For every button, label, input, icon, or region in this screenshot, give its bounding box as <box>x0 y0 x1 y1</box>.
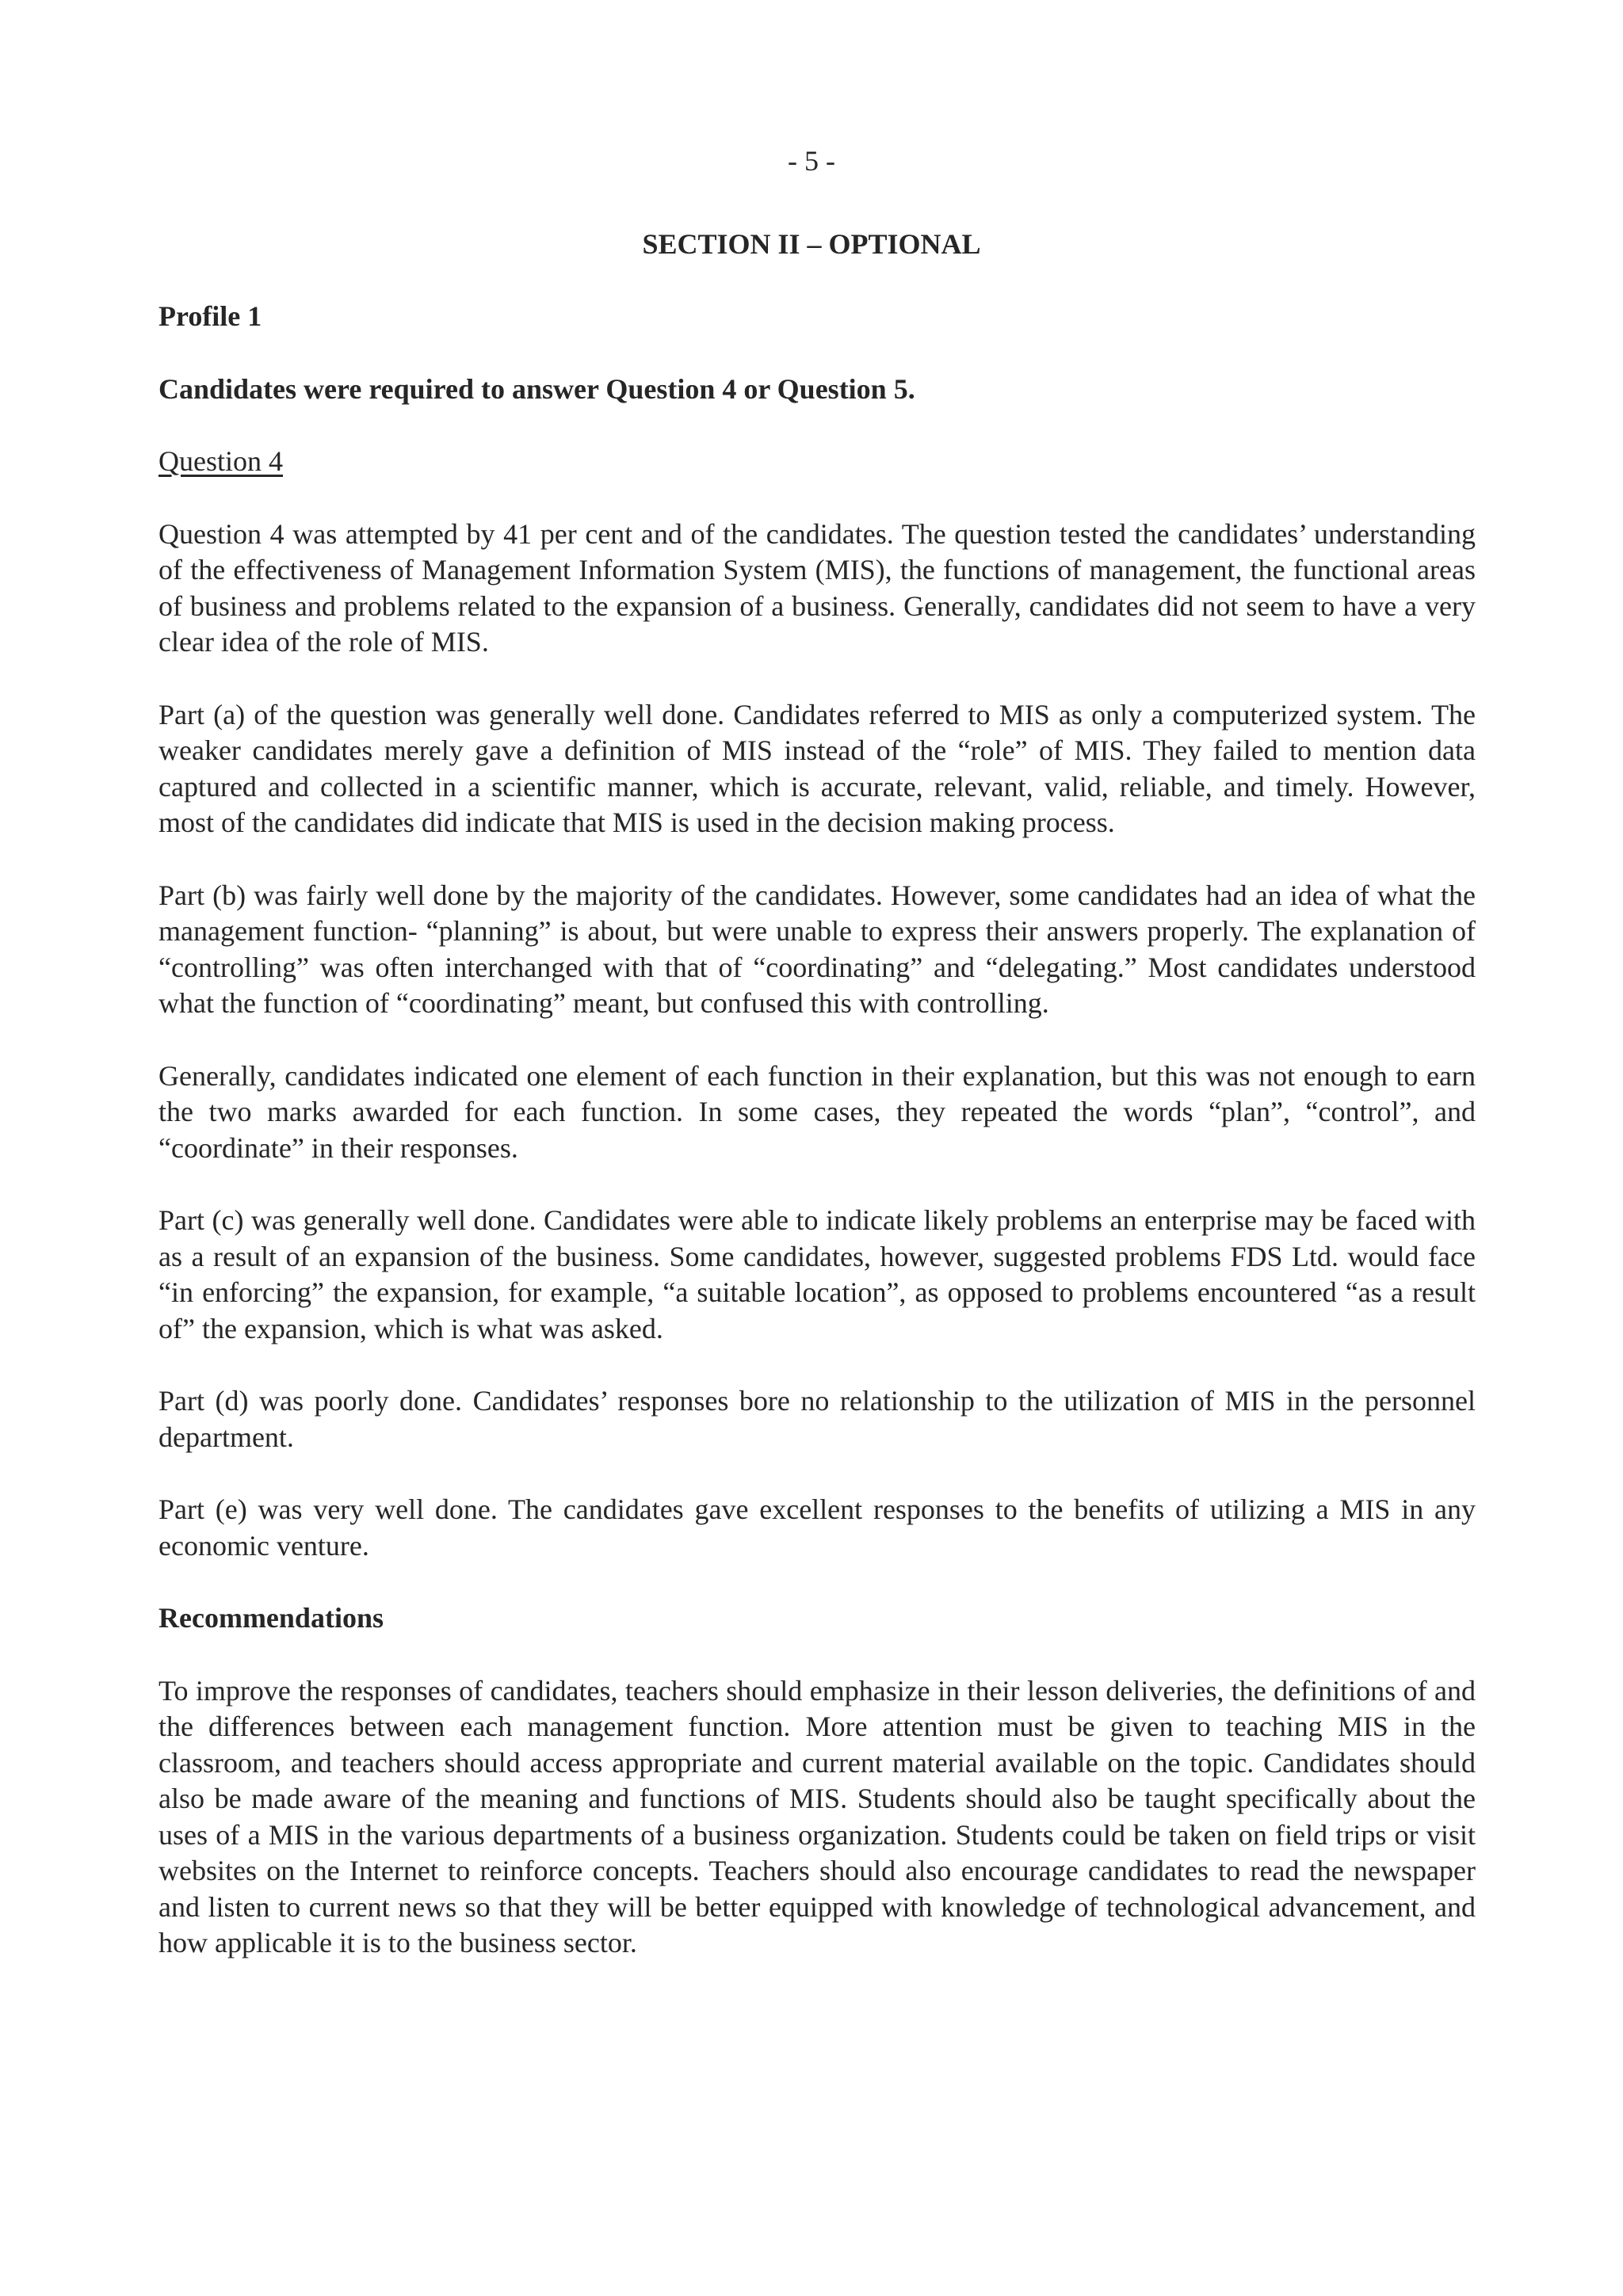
paragraph-intro: Question 4 was attempted by 41 per cent and of the candidates. The question tested the candidates’ understanding of the effectiveness of Management Information System (MIS), the functions of management, the functional areas of business and problems related to the expansion of a business. Generally, candidates did not seem to have a very clear idea of the role of MIS. <box>158 517 1476 658</box>
section-title: SECTION II – OPTIONAL <box>642 228 981 260</box>
recommendations-heading: Recommendations <box>158 1602 384 1634</box>
question-heading-text: Question 4 <box>158 445 283 477</box>
paragraph-part-e: Part (e) was very well done. The candidates gave excellent responses to the benefits of utilizing a MIS in any economic venture. <box>158 1493 1476 1562</box>
paragraph-part-d: Part (d) was poorly done. Candidates’ responses bore no relationship to the utilization of MIS in the personnel department. <box>158 1385 1476 1453</box>
paragraph-part-a: Part (a) of the question was generally well done. Candidates referred to MIS as only a computerized system. The weaker candidates merely gave a definition of MIS instead of the “role” of MIS. They failed to mention data captured and collected in a scientific manner, which is accurate, relevant, valid, reliable, and timely. However, most of the candidates did indicate that MIS is used in the decision making process. <box>158 698 1476 838</box>
paragraph-part-c: Part (c) was generally well done. Candidates were able to indicate likely problems an enterprise may be faced with as a result of an expansion of the business. Some candidates, however, suggested problems FDS Ltd. would face “in enforcing” the expansion, for example, “a suitable location”, as opposed to problems encountered “as a result of” the expansion, which is what was asked. <box>158 1204 1476 1344</box>
page-number: - 5 - <box>788 145 835 177</box>
recommendations-paragraph: To improve the responses of candidates, teachers should emphasize in their lesson deliveries, the definitions of and the differences between each management function. More attention must be given to teaching MIS in the classroom, and teachers should access appropriate and current material available on the topic. Candidates should also be made aware of the meaning and functions of MIS. Students should also be taught specifically about the uses of a MIS in the various departments of a business organization. Students could be taken on field trips or visit websites on the Internet to reinforce concepts. Teachers should also encourage candidates to read the newspaper and listen to current news so that they will be better equipped with knowledge of technological advancement, and how applicable it is to the business sector. <box>158 1674 1476 1958</box>
paragraph-general: Generally, candidates indicated one element of each function in their explanation, but this was not enough to earn the two marks awarded for each function. In some cases, they repeated the words “plan”, “control”, and “coordinate” in their responses. <box>158 1059 1476 1164</box>
question-heading <box>158 444 1476 480</box>
document-body <box>158 299 1476 1998</box>
profile-heading: Profile 1 <box>158 300 262 332</box>
instruction-heading: Candidates were required to answer Question 4 or Question 5. <box>158 372 915 405</box>
paragraph-part-b: Part (b) was fairly well done by the majority of the candidates. However, some candidates had an idea of what the management function- “planning” is about, but were unable to express their answers properly. The explanation of “controlling” was often interchanged with that of “coordinating” and “delegating.” Most candidates understood what the function of “coordinating” meant, but confused this with controlling. <box>158 879 1476 1019</box>
